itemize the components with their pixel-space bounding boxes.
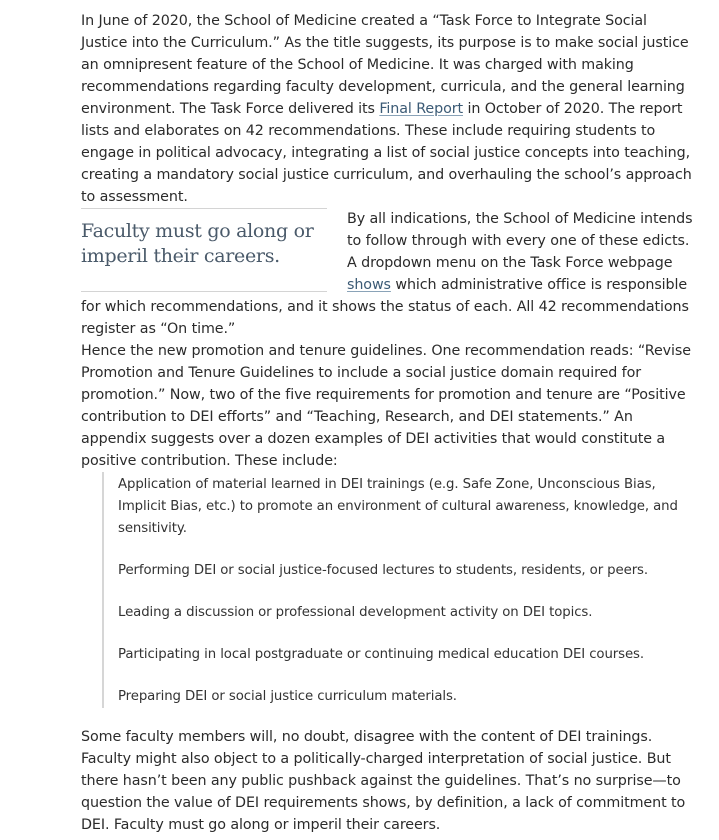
blockquote-item: Leading a discussion or professional development activity on DEI topics. [118, 605, 593, 620]
final-report-link[interactable]: Final Report [379, 101, 464, 117]
blockquote-item: Preparing DEI or social justice curriculum materials. [118, 689, 457, 704]
paragraph-guidelines: Hence the new promotion and tenure guidelines. One recommendation reads: “Revise Promotion and Tenure Guidelines to include a social justice domain required for promotion.” Now, two of the five requirements for promotion and tenure are “Positive contribution to DEI efforts” and “Teaching, Research, and DEI statements.” An appendix suggests over a dozen examples of DEI activities that would constitute a positive contribution. These include: [81, 343, 691, 469]
paragraph-task-force-text-b: in October of 2020. The report lists and elaborates on 42 recommendations. These include requiring students to engage in political advocacy, integrating a list of social justice concepts into teaching, creating a mandatory social justice curriculum, and overhauling the school’s approach to assessment. [81, 101, 692, 205]
blockquote-item: Performing DEI or social justice-focused lectures to students, residents, or peers. [118, 563, 649, 578]
pull-quote: Faculty must go along or imperil their careers. [81, 208, 327, 292]
shows-link[interactable]: shows [347, 277, 391, 293]
paragraph-task-force [81, 10, 695, 208]
dei-activities-blockquote [102, 472, 695, 708]
blockquote-item: Participating in local postgraduate or continuing medical education DEI courses. [118, 647, 645, 662]
paragraph-edicts-text-a: By all indications, the School of Medicine intends to follow through with every one of these edicts. A dropdown menu on the Task Force webpage [347, 211, 693, 271]
paragraph-pushback: Some faculty members will, no doubt, disagree with the content of DEI trainings. Faculty might also object to a politically-charged interpretation of social justice. But there hasn’t been any public pushback against the guidelines. That’s no surprise—to question the value of DEI requirements shows, by definition, a lack of commitment to DEI. Faculty must go along or imperil their careers. [81, 729, 686, 833]
paragraph-task-force-text-a: In June of 2020, the School of Medicine created a “Task Force to Integrate Social Justice into the Curriculum.” As the title suggests, its purpose is to make social justice an omnipresent feature of the School of Medicine. It was charged with making recommendations regarding faculty development, curricula, and the general learning environment. The Task Force delivered its [81, 13, 689, 117]
paragraph-edicts-text-b: which administrative office is responsible for which recommendations, and it shows the status of each. All 42 recommendations register as “On time.” [81, 277, 689, 337]
article-body [81, 10, 695, 836]
blockquote-item: Application of material learned in DEI trainings (e.g. Safe Zone, Unconscious Bias, Implicit Bias, etc.) to promote an environment of cultural awareness, knowledge, and sensitivity. [118, 477, 678, 536]
